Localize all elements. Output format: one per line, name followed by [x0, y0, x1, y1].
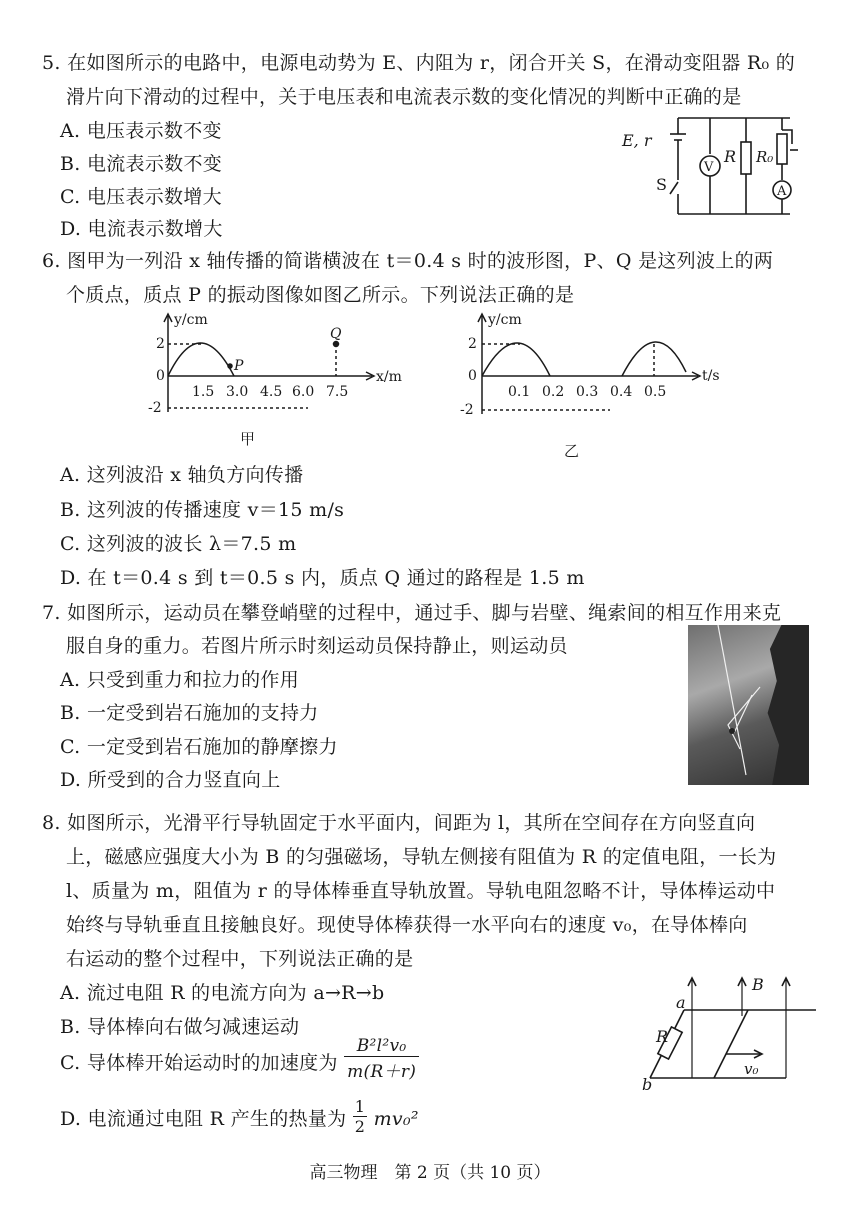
- q5-circuit-diagram: [618, 110, 808, 222]
- q8-option-d-suffix: mv₀²: [373, 1108, 419, 1130]
- q6a-ytick-zero: 0: [156, 368, 165, 384]
- q5-option-c: C. 电压表示数增大: [60, 186, 222, 208]
- q6b-xtick-5: 0.5: [644, 384, 667, 400]
- q6b-ytick-zero: 0: [468, 368, 477, 384]
- q8-option-d-denominator: 2: [354, 1116, 366, 1136]
- q5-source-label: E, r: [622, 131, 652, 150]
- q8-point-b: b: [642, 1075, 653, 1094]
- q8-stem-line5: 右运动的整个过程中，下列说法正确的是: [66, 948, 414, 970]
- q6-option-a: A. 这列波沿 x 轴负方向传播: [60, 464, 304, 486]
- q6b-ytick-top: 2: [468, 336, 477, 352]
- q7-option-a: A. 只受到重力和拉力的作用: [60, 669, 300, 691]
- q6a-ylabel: y/cm: [174, 312, 208, 328]
- q8-option-c-fraction: [344, 1036, 419, 1082]
- q6a-ytick-top: 2: [156, 336, 165, 352]
- q6-stem-line2: 个质点，质点 P 的振动图像如图乙所示。下列说法正确的是: [66, 284, 575, 306]
- q8-option-a: A. 流过电阻 R 的电流方向为 a→R→b: [60, 982, 385, 1004]
- q8-option-d-numerator: 1: [354, 1096, 366, 1116]
- q8-option-c-denominator: m(R＋r): [347, 1062, 417, 1082]
- q8-stem-line2: 上，磁感应强度大小为 B 的匀强磁场，导轨左侧接有阻值为 R 的定值电阻，一长为: [66, 846, 777, 868]
- q8-stem-line1: 8. 如图所示，光滑平行导轨固定于水平面内，间距为 l，其所在空间存在方向竖直向: [42, 812, 756, 834]
- q6a-point-q: Q: [330, 326, 342, 342]
- q6a-xtick-2: 3.0: [226, 384, 249, 400]
- q8-option-d-fraction: [353, 1097, 367, 1136]
- q5-option-b: B. 电流表示数不变: [60, 153, 223, 175]
- q5-ammeter-label: A: [777, 184, 787, 199]
- q7-climber-photo: [688, 625, 809, 785]
- q6-option-d: D. 在 t＝0.4 s 到 t＝0.5 s 内，质点 Q 通过的路程是 1.5 m: [60, 567, 585, 589]
- q6b-xtick-4: 0.4: [610, 384, 633, 400]
- q6-wave-figure-a: [140, 310, 410, 450]
- q6-vibration-figure-b: [450, 310, 720, 460]
- q6a-point-p: P: [234, 358, 244, 374]
- q6b-xlabel: t/s: [702, 368, 720, 384]
- q7-option-d: D. 所受到的合力竖直向上: [60, 769, 281, 791]
- q7-stem-line2: 服自身的重力。若图片所示时刻运动员保持静止，则运动员: [66, 635, 568, 657]
- q8-velocity-label: v₀: [744, 1060, 759, 1078]
- q6b-xtick-2: 0.2: [542, 384, 565, 400]
- q5-r0-label: R₀: [756, 148, 774, 166]
- q6-stem-line1: 6. 图甲为一列沿 x 轴传播的简谐横波在 t＝0.4 s 时的波形图，P、Q 是这列波上的两: [42, 250, 774, 272]
- q8-option-d: [60, 1096, 419, 1136]
- q6-option-c: C. 这列波的波长 λ＝7.5 m: [60, 533, 297, 555]
- q5-stem-line2: 滑片向下滑动的过程中，关于电压表和电流表示数的变化情况的判断中正确的是: [66, 86, 742, 108]
- q7-option-c: C. 一定受到岩石施加的静摩擦力: [60, 736, 338, 758]
- q8-resistor-label: R: [656, 1027, 669, 1046]
- q6a-caption: 甲: [240, 430, 256, 448]
- q8-rail-diagram: [640, 970, 820, 1096]
- q7-climber-figure: [688, 625, 809, 785]
- q8-stem-line4: 始终与导轨垂直且接触良好。现使导体棒获得一水平向右的速度 v₀，在导体棒向: [66, 914, 748, 936]
- q6b-xtick-3: 0.3: [576, 384, 599, 400]
- q6a-xlabel: x/m: [376, 369, 402, 385]
- q6a-xtick-1: 1.5: [192, 384, 215, 400]
- q5-option-a: A. 电压表示数不变: [60, 120, 222, 142]
- q6a-xtick-4: 6.0: [292, 384, 315, 400]
- q6-option-b: B. 这列波的传播速度 v＝15 m/s: [60, 499, 345, 521]
- q6b-xtick-1: 0.1: [508, 384, 531, 400]
- q6b-ylabel: y/cm: [488, 312, 522, 328]
- q8-point-a: a: [676, 993, 686, 1012]
- q7-stem-line1: 7. 如图所示，运动员在攀登峭壁的过程中，通过手、脚与岩壁、绳索间的相互作用来克: [42, 602, 782, 624]
- q8-option-c: [60, 1036, 419, 1082]
- q6a-ytick-bottom: -2: [148, 400, 162, 416]
- q8-option-b: B. 导体棒向右做匀减速运动: [60, 1016, 300, 1038]
- q5-switch-label: S: [656, 175, 667, 194]
- q8-stem-line3: l、质量为 m，阻值为 r 的导体棒垂直导轨放置。导轨电阻忽略不计，导体棒运动中: [66, 880, 776, 902]
- q6a-xtick-5: 7.5: [326, 384, 349, 400]
- q5-r-label: R: [724, 147, 737, 166]
- q8-option-d-prefix: D. 电流通过电阻 R 产生的热量为: [60, 1108, 347, 1130]
- q8-option-c-numerator: B²l²v₀: [344, 1036, 419, 1057]
- q5-voltmeter-label: V: [704, 160, 714, 175]
- q7-option-b: B. 一定受到岩石施加的支持力: [60, 702, 319, 724]
- q6b-caption: 乙: [564, 442, 580, 460]
- q6b-ytick-bottom: -2: [460, 402, 474, 418]
- q8-option-c-prefix: C. 导体棒开始运动时的加速度为: [60, 1052, 338, 1074]
- q5-stem-line1: 5. 在如图所示的电路中，电源电动势为 E、内阻为 r，闭合开关 S，在滑动变阻器 R₀ 的: [42, 52, 796, 74]
- page-footer: 高三物理 第 2 页（共 10 页）: [309, 1163, 551, 1183]
- q6a-xtick-3: 4.5: [260, 384, 283, 400]
- q5-option-d: D. 电流表示数增大: [60, 218, 223, 240]
- q8-field-label: B: [752, 975, 764, 994]
